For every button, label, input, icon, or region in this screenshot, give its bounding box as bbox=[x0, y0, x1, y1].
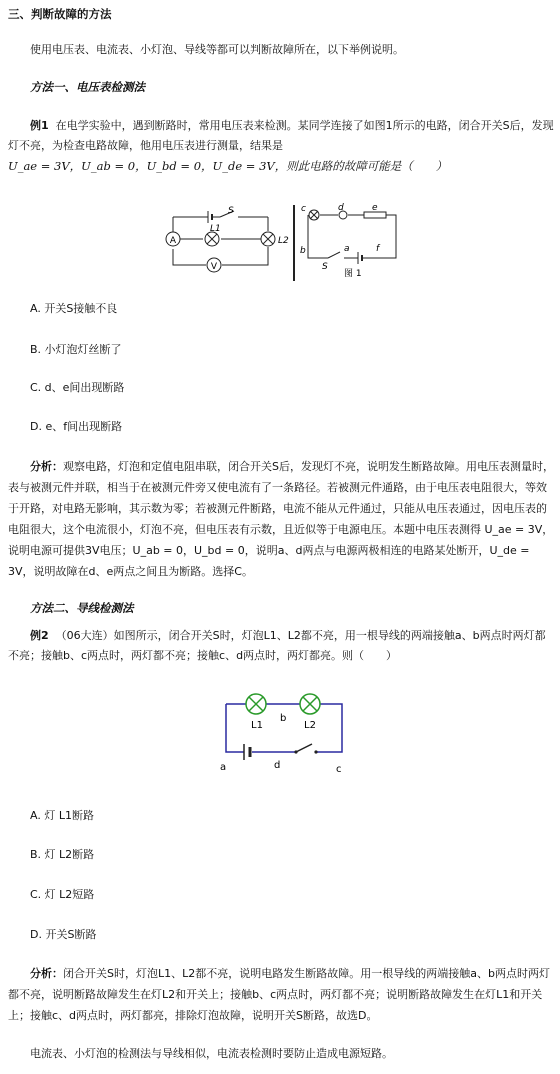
label-l2: L2 bbox=[304, 720, 316, 731]
label-s-right: S bbox=[322, 262, 328, 272]
ex1-option-c: C. d、e间出现断路 bbox=[30, 381, 125, 394]
example1-label: 例1 bbox=[30, 119, 49, 132]
label-f: f bbox=[376, 244, 380, 254]
example1-body: 在电学实验中，遇到断路时，常用电压表来检测。某同学连接了如图1所示的电路，闭合开关S后，发现灯不亮，为检查电路故障，他用电压表进行测量，结果是 bbox=[8, 119, 554, 152]
analysis2-label: 分析： bbox=[30, 967, 63, 980]
label-l1: L1 bbox=[251, 720, 263, 731]
switch-s-label: S bbox=[228, 206, 234, 216]
method2-heading: 方法二、导线检测法 bbox=[30, 601, 134, 615]
section-title: 三、判断故障的方法 bbox=[8, 7, 112, 21]
label-b: b bbox=[300, 246, 306, 256]
label-d: d bbox=[274, 760, 281, 771]
measure-line: U_ae = 3V，U_ab = 0，U_bd = 0，U_de = 3V，则此电路的故障可能是（ ） bbox=[8, 159, 448, 173]
ex2-option-a: A. 灯 L1断路 bbox=[30, 809, 94, 822]
label-b: b bbox=[280, 713, 287, 724]
intro-paragraph: 使用电压表、电流表、小灯泡、导线等都可以判断故障所在，以下举例说明。 bbox=[30, 43, 404, 56]
example1-analysis bbox=[8, 456, 554, 582]
example1-measure-line bbox=[8, 156, 554, 177]
ex2-option-d: D. 开关S断路 bbox=[30, 928, 97, 941]
ammeter-label: A bbox=[169, 236, 177, 246]
example2-label: 例2 bbox=[30, 629, 49, 642]
label-c: c bbox=[301, 204, 306, 214]
voltmeter-label: V bbox=[210, 262, 218, 272]
label-d: d bbox=[338, 203, 344, 213]
l2-label: L2 bbox=[278, 236, 289, 246]
analysis1-label: 分析： bbox=[30, 460, 63, 473]
method1-heading: 方法一、电压表检测法 bbox=[30, 80, 145, 94]
ex2-option-c: C. 灯 L2短路 bbox=[30, 888, 95, 901]
label-a: a bbox=[220, 762, 227, 773]
label-c: c bbox=[336, 764, 342, 775]
analysis2-body: 闭合开关S时，灯泡L1、L2都不亮，说明电路发生断路故障。用一根导线的两端接触a、b两点时两灯都不亮，说明断路故障发生在灯L2和开关上；接触b、c两点时，两灯都不亮；说明断路故障发生在灯L1和开关上；接触c、d两点时，两灯都亮，排除灯泡故障，说明开关S断路，故选D。 bbox=[8, 967, 550, 1022]
example2-analysis bbox=[8, 963, 554, 1026]
analysis1-body: 观察电路，灯泡和定值电阻串联，闭合开关S后，发现灯不亮，说明发生断路故障。用电压表测量时，表与被测元件并联，相当于在被测元件旁又使电流有了一条路径。若被测元件通路，由于电压表电阻很大，等效于开路，对电路无影响，其示数为零；若被测元件断路，电流不能从元件通过，只能从电压表通过，因电压表的电阻很大，这个电流很小，灯泡不亮，但电压表有示数，且近似等于电源电压。本题中电压表测得 U_ae = 3V，说明电源可提供3V电压；U_ab = 0，U_bd = 0，说明a、d两点与电源两极相连的电路某处断开，U_de = 3V，说明故障在d、e两点之间且为断路。选择C。 bbox=[8, 460, 554, 578]
example1-text bbox=[8, 116, 554, 156]
ex1-option-b: B. 小灯泡灯丝断了 bbox=[30, 343, 122, 356]
example2-text bbox=[8, 626, 554, 666]
figure1-circuits bbox=[158, 203, 402, 283]
figure1-caption: 图 1 bbox=[344, 269, 362, 279]
label-e: e bbox=[372, 203, 378, 213]
ex2-option-b: B. 灯 L2断路 bbox=[30, 848, 95, 861]
ex1-option-a: A. 开关S接触不良 bbox=[30, 302, 118, 315]
closing-paragraph: 电流表、小灯泡的检测法与导线相似，电流表检测时要防止造成电源短路。 bbox=[30, 1047, 393, 1060]
example2-body: （06大连）如图所示，闭合开关S时，灯泡L1、L2都不亮，用一根导线的两端接触a、b两点时两灯都不亮；接触b、c两点时，两灯都不亮；接触c、d两点时，两灯都亮。则（ ） bbox=[8, 629, 546, 662]
l1-label: L1 bbox=[210, 224, 221, 234]
label-a: a bbox=[344, 244, 350, 254]
ex1-option-d: D. e、f间出现断路 bbox=[30, 420, 123, 433]
figure2-circuit bbox=[210, 690, 360, 776]
switch-lever bbox=[296, 744, 312, 752]
